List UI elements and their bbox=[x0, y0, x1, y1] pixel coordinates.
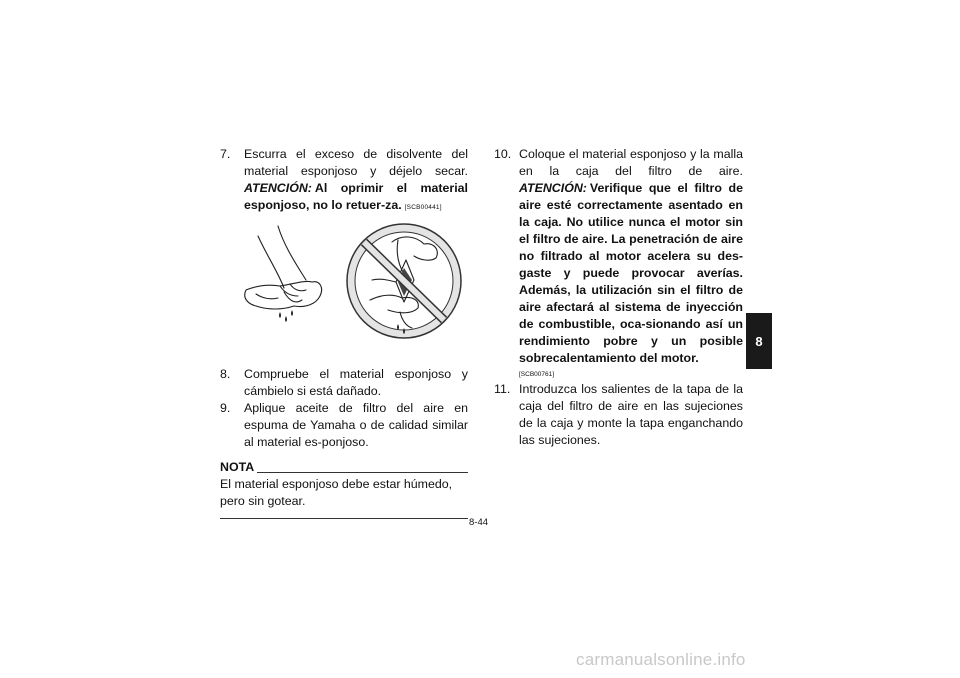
sponge-squeeze-illustration bbox=[220, 220, 468, 354]
nota-rule bbox=[257, 472, 468, 473]
warning-code: [SCB00761] bbox=[519, 371, 555, 378]
prohibited-wring-icon bbox=[347, 224, 461, 338]
step-8 bbox=[220, 366, 468, 400]
step-10 bbox=[495, 146, 743, 381]
step-number: 9. bbox=[220, 401, 231, 415]
nota-text: El material esponjoso debe estar húmedo, pero sin gotear. bbox=[220, 477, 453, 508]
step-11 bbox=[495, 381, 743, 449]
attention-label: ATENCIÓN: bbox=[244, 181, 312, 195]
drip-icon bbox=[279, 310, 293, 322]
hand-squeezing-icon bbox=[245, 226, 322, 309]
step-7 bbox=[220, 146, 468, 216]
attention-text: Verifique que el filtro de aire esté correctamente asentado en la caja. No utilice nunca el motor sin el filtro de aire. La penetración de aire no filtrado al motor acelera su des-gaste y puede provocar averías. Además, la utilización sin el filtro de aire afectará al sistema de inyección de combustible, oca-sionando así un rendimiento pobre y un posible sobrecalentamiento del motor. bbox=[519, 181, 743, 365]
step-text: Aplique aceite de filtro del aire en espuma de Yamaha o de calidad similar al material es-ponjoso. bbox=[244, 401, 468, 449]
attention-label: ATENCIÓN: bbox=[519, 181, 587, 195]
step-9 bbox=[220, 400, 468, 451]
nota-end-rule bbox=[220, 518, 468, 519]
step-text: Coloque el material esponjoso y la malla en la caja del filtro de aire. bbox=[519, 147, 743, 178]
attention-text: Al oprimir el material esponjoso, no lo retuer-za. bbox=[244, 181, 468, 212]
nota-title: NOTA bbox=[220, 460, 255, 474]
step-number: 11. bbox=[494, 382, 511, 396]
warning-code: [SCB00441] bbox=[404, 204, 442, 211]
step-text: Introduzca los salientes de la tapa de la caja del filtro de aire en las sujeciones de la caja y monte la tapa enganchando las sujeciones. bbox=[519, 382, 743, 447]
right-column bbox=[495, 146, 743, 449]
step-number: 10. bbox=[494, 147, 512, 161]
step-text: Escurra el exceso de disolvente del material esponjoso y déjelo secar. bbox=[244, 147, 468, 178]
nota-heading bbox=[220, 459, 468, 476]
step-number: 7. bbox=[220, 147, 231, 161]
step-text: Compruebe el material esponjoso y cámbielo si está dañado. bbox=[244, 367, 468, 398]
left-column bbox=[220, 146, 468, 519]
page-number: 8-44 bbox=[469, 517, 489, 528]
section-tab: 8 bbox=[746, 313, 772, 369]
watermark: carmanualsonline.info bbox=[576, 650, 746, 669]
step-number: 8. bbox=[220, 367, 231, 381]
